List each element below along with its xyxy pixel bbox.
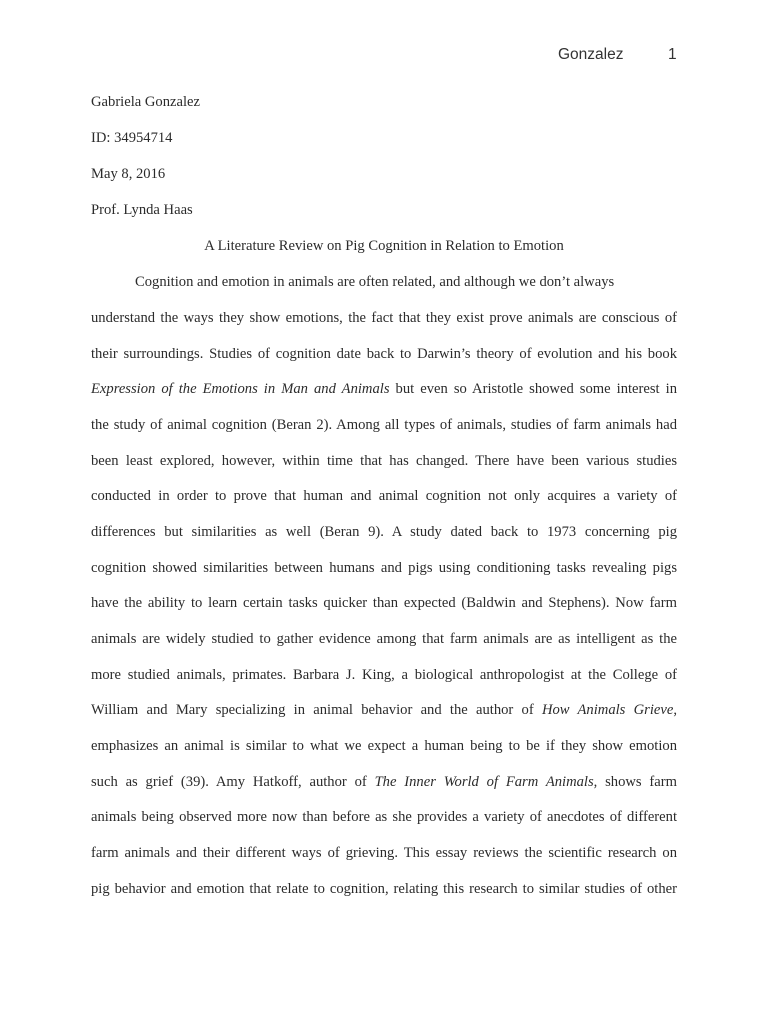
body-line-13 <box>91 701 677 719</box>
body-line-13-text: William and Mary specializing in animal behavior and the author of <box>91 702 542 718</box>
body-line-15-end: , shows farm <box>593 774 677 790</box>
author-name: Gabriela Gonzalez <box>91 94 200 110</box>
body-line-16: animals being observed more now than before as she provides a variety of anecdotes of different <box>91 809 677 825</box>
book-title-expression: Expression of the Emotions in Man and Animals <box>91 381 390 397</box>
body-line-4-text: but even so Aristotle showed some interest in <box>389 381 677 397</box>
body-line-13-comma: , <box>673 702 677 718</box>
body-line-2: understand the ways they show emotions, the fact that they exist prove animals are conscious of <box>91 310 677 326</box>
body-line-9: cognition showed similarities between humans and pigs using conditioning tasks revealing pigs <box>91 560 677 576</box>
body-line-10: have the ability to learn certain tasks quicker than expected (Baldwin and Stephens). Now farm <box>91 595 677 611</box>
page-number: 1 <box>668 46 677 63</box>
essay-title: A Literature Review on Pig Cognition in Relation to Emotion <box>204 238 564 254</box>
body-line-14: emphasizes an animal is similar to what we expect a human being to be if they show emotion <box>91 738 677 754</box>
body-line-11: animals are widely studied to gather evidence among that farm animals are as intelligent as the <box>91 631 677 647</box>
body-line-18: pig behavior and emotion that relate to cognition, relating this research to similar studies of other <box>91 881 677 897</box>
professor-name: Prof. Lynda Haas <box>91 202 193 218</box>
body-line-17: farm animals and their different ways of grieving. This essay reviews the scientific research on <box>91 845 677 861</box>
body-line-4 <box>91 380 677 398</box>
submission-date: May 8, 2016 <box>91 166 166 182</box>
book-title-inner-world: The Inner World of Farm Animals <box>374 774 594 790</box>
book-title-how-animals-grieve: How Animals Grieve <box>541 702 674 718</box>
student-id: ID: 34954714 <box>91 130 173 146</box>
body-line-5: the study of animal cognition (Beran 2). Among all types of animals, studies of farm animals had <box>91 417 677 433</box>
body-line-15-text: such as grief (39). Amy Hatkoff, author of <box>91 774 375 790</box>
running-header <box>558 46 677 64</box>
header-surname: Gonzalez <box>558 46 624 63</box>
body-line-7: conducted in order to prove that human and animal cognition not only acquires a variety of <box>91 488 677 504</box>
body-line-12: more studied animals, primates. Barbara J. King, a biological anthropologist at the College of <box>91 667 677 683</box>
body-line-15 <box>91 773 677 791</box>
body-line-3: their surroundings. Studies of cognition date back to Darwin’s theory of evolution and his book <box>91 346 677 362</box>
body-line-6: been least explored, however, within time that has changed. There have been various studies <box>91 453 677 469</box>
body-line-1: Cognition and emotion in animals are often related, and although we don’t always <box>135 274 615 290</box>
body-line-8: differences but similarities as well (Beran 9). A study dated back to 1973 concerning pig <box>91 524 677 540</box>
